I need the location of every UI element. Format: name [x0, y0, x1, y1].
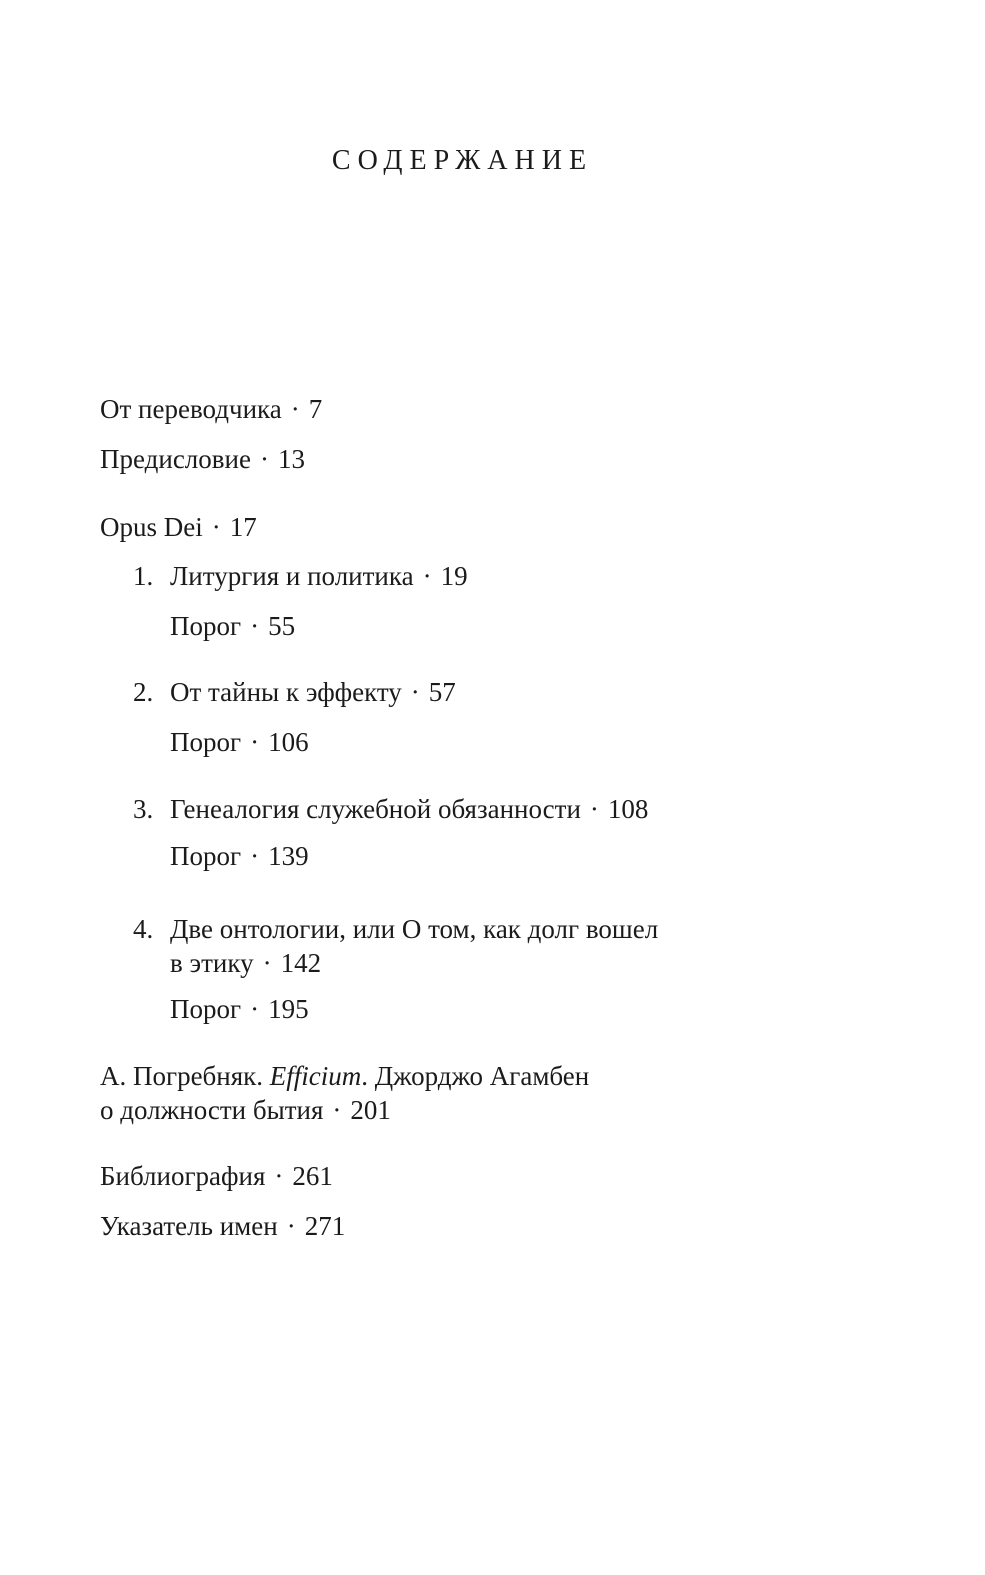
- toc-entry-preface: [100, 442, 305, 476]
- entry-label: Библиография: [100, 1161, 266, 1191]
- chapter-number: 4.: [133, 914, 154, 944]
- toc-entry-name-index: [100, 1209, 345, 1243]
- entry-label: Предисловие: [100, 444, 251, 474]
- entry-label-line-1: Две онтологии, или О том, как долг вошел: [170, 914, 659, 944]
- entry-separator: ·: [410, 677, 420, 707]
- toc-entry-chapter-3: [100, 792, 648, 826]
- chapter-number: 3.: [133, 794, 154, 824]
- entry-label: Указатель имен: [100, 1211, 278, 1241]
- toc-entry-bibliography: [100, 1159, 333, 1193]
- entry-label-italic: Efficium: [269, 1061, 362, 1091]
- toc-entry-chapter-4: [100, 912, 810, 980]
- entry-separator: ·: [250, 611, 260, 641]
- toc-entry-threshold-4: [170, 992, 309, 1026]
- entry-page-number: 201: [350, 1095, 391, 1125]
- entry-page-number: 108: [607, 794, 649, 824]
- entry-separator: ·: [250, 727, 260, 757]
- entry-label: Порог: [170, 727, 242, 757]
- entry-label-line-1: [100, 1059, 740, 1093]
- entry-page-number: 142: [280, 948, 322, 978]
- entry-label-suffix: . Джорджо Агамбен: [361, 1061, 590, 1091]
- entry-label-prefix: А. Погребняк.: [100, 1061, 270, 1091]
- page-title: СОДЕРЖАНИЕ: [331, 145, 594, 176]
- entry-separator: ·: [589, 794, 599, 824]
- entry-page-number: 195: [268, 994, 309, 1024]
- entry-label: Порог: [170, 994, 242, 1024]
- entry-label: Opus Dei: [100, 512, 203, 542]
- entry-label: Литургия и политика: [170, 561, 414, 591]
- entry-label: о должности бытия: [100, 1095, 324, 1125]
- toc-entry-translator-note: [100, 392, 322, 426]
- entry-label-line-2: [170, 946, 810, 980]
- entry-separator: ·: [262, 948, 272, 978]
- entry-label-line-2: [100, 1093, 740, 1127]
- entry-separator: ·: [211, 512, 221, 542]
- entry-label: От переводчика: [100, 394, 282, 424]
- entry-page-number: 55: [268, 611, 296, 641]
- entry-separator: ·: [250, 994, 260, 1024]
- entry-label: Порог: [170, 611, 242, 641]
- entry-separator: ·: [422, 561, 432, 591]
- entry-page-number: 261: [292, 1161, 333, 1191]
- entry-separator: ·: [250, 841, 260, 871]
- entry-label: в этику: [170, 948, 254, 978]
- entry-page-number: 13: [277, 444, 305, 474]
- toc-entry-threshold-3: [170, 839, 309, 873]
- entry-label: Порог: [170, 841, 242, 871]
- chapter-number: 2.: [133, 677, 154, 707]
- entry-label: От тайны к эффекту: [170, 677, 402, 707]
- toc-entry-pogrebnyak-essay: [100, 1059, 740, 1127]
- toc-entry-threshold-1: [170, 609, 295, 643]
- chapter-number: 1.: [133, 561, 154, 591]
- entry-page-number: 106: [268, 727, 309, 757]
- entry-separator: ·: [286, 1211, 296, 1241]
- entry-separator: ·: [259, 444, 269, 474]
- entry-label: Генеалогия служебной обязанности: [170, 794, 581, 824]
- entry-page-number: 19: [440, 561, 468, 591]
- entry-separator: ·: [274, 1161, 284, 1191]
- entry-page-number: 7: [308, 394, 323, 424]
- entry-page-number: 139: [268, 841, 309, 871]
- toc-entry-threshold-2: [170, 725, 309, 759]
- entry-page-number: 17: [229, 512, 257, 542]
- entry-separator: ·: [290, 394, 300, 424]
- toc-entry-chapter-2: [100, 675, 456, 709]
- entry-page-number: 271: [304, 1211, 346, 1241]
- toc-entry-chapter-1: [100, 559, 468, 593]
- toc-entry-opus-dei: [100, 510, 257, 544]
- entry-page-number: 57: [428, 677, 456, 707]
- entry-separator: ·: [332, 1095, 342, 1125]
